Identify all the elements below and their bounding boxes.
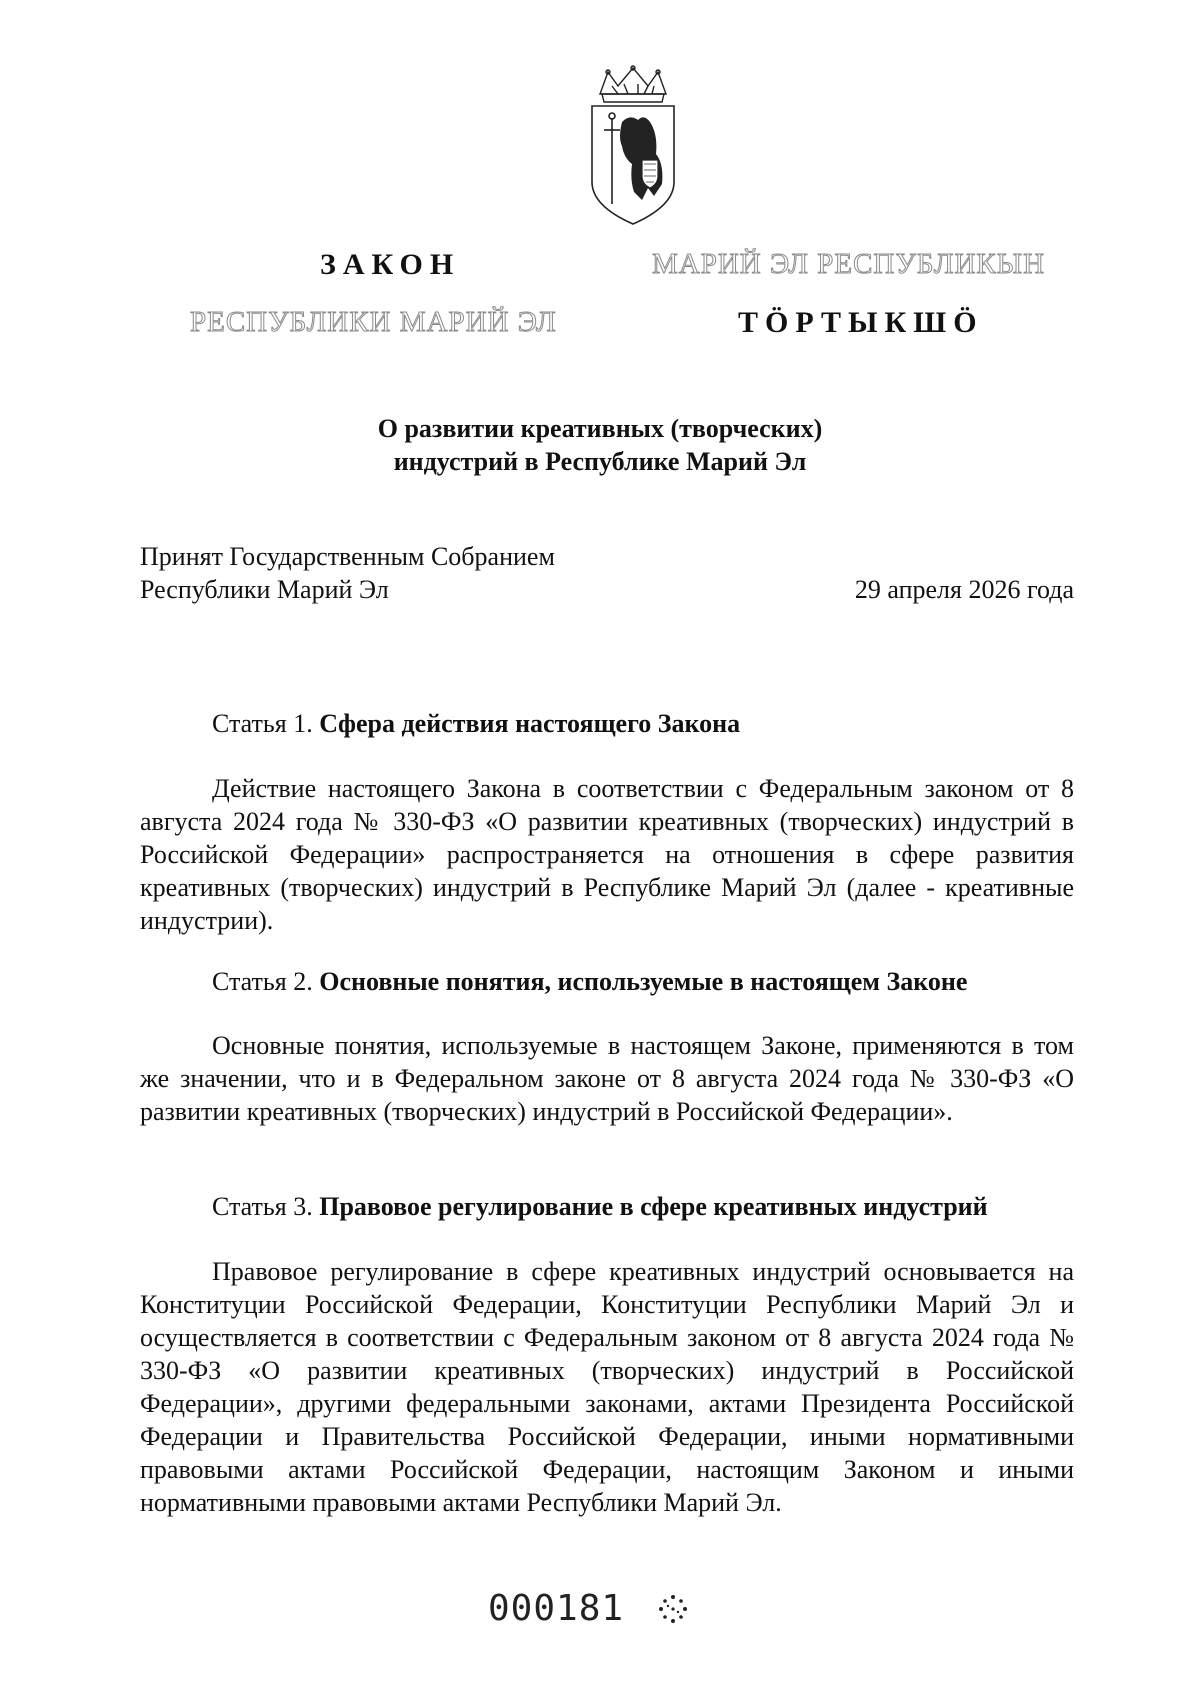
article-1-title: Сфера действия настоящего Закона: [319, 709, 741, 738]
law-title-mari-line1: МАРИЙ ЭЛ РЕСПУБЛИКЫН: [652, 248, 1046, 280]
security-mark-icon: [656, 1592, 690, 1626]
adoption-line2: Республики Марий Эл: [140, 575, 389, 604]
article-1-heading: [212, 707, 740, 740]
article-2-heading: [212, 965, 967, 998]
article-3-heading: [212, 1190, 988, 1223]
adoption-date: 29 апреля 2026 года: [854, 575, 1074, 604]
article-3-number: Статья 3.: [212, 1192, 313, 1221]
article-2-text: Основные понятия, используемые в настоящем Законе, применяются в том же значении, что и в Федеральном законе от 8 августа 2024 года № 330-ФЗ «О развитии креативных (творческих) индустрий в Российской Федерации».: [140, 1031, 1074, 1126]
law-title-mari-line2: ТӦРТЫКШӦ: [738, 306, 984, 339]
article-2-number: Статья 2.: [212, 967, 313, 996]
document-title-line1: О развитии креативных (творческих): [377, 414, 823, 443]
document-serial-number: 000181: [488, 1588, 625, 1629]
article-3-title: Правовое регулирование в сфере креативных индустрий: [319, 1192, 988, 1221]
article-1-number: Статья 1.: [212, 709, 313, 738]
document-title-line2: индустрий в Республике Марий Эл: [393, 447, 807, 476]
adoption-statement: [140, 540, 555, 606]
adoption-line1: Принят Государственным Собранием: [140, 542, 555, 571]
coat-of-arms-emblem: [578, 64, 688, 234]
document-title: [0, 412, 1200, 478]
law-title-ru-line1: ЗАКОН: [320, 248, 461, 281]
article-1-text: Действие настоящего Закона в соответствии с Федеральным законом от 8 августа 2024 года № 330-ФЗ «О развитии креативных (творческих) индустрий в Российской Федерации» распространяется на отношения в сфере развития креативных (творческих) индустрий в Республике Марий Эл (далее - креативные индустрии).: [140, 774, 1074, 935]
article-3-text: Правовое регулирование в сфере креативных индустрий основывается на Конституции Российской Федерации, Конституции Республики Марий Эл и осуществляется в соответствии с Федеральным законом от 8 августа 2024 года № 330-ФЗ «О развитии креативных (творческих) индустрий в Российской Федерации», другими федеральными законами, актами Президента Российской Федерации и Правительства Российской Федерации, иными нормативными правовыми актами Российской Федерации, настоящим Законом и иными нормативными правовыми актами Республики Марий Эл.: [140, 1257, 1074, 1517]
law-title-ru-line2: РЕСПУБЛИКИ МАРИЙ ЭЛ: [190, 306, 557, 338]
article-2-title: Основные понятия, используемые в настоящем Законе: [319, 967, 968, 996]
